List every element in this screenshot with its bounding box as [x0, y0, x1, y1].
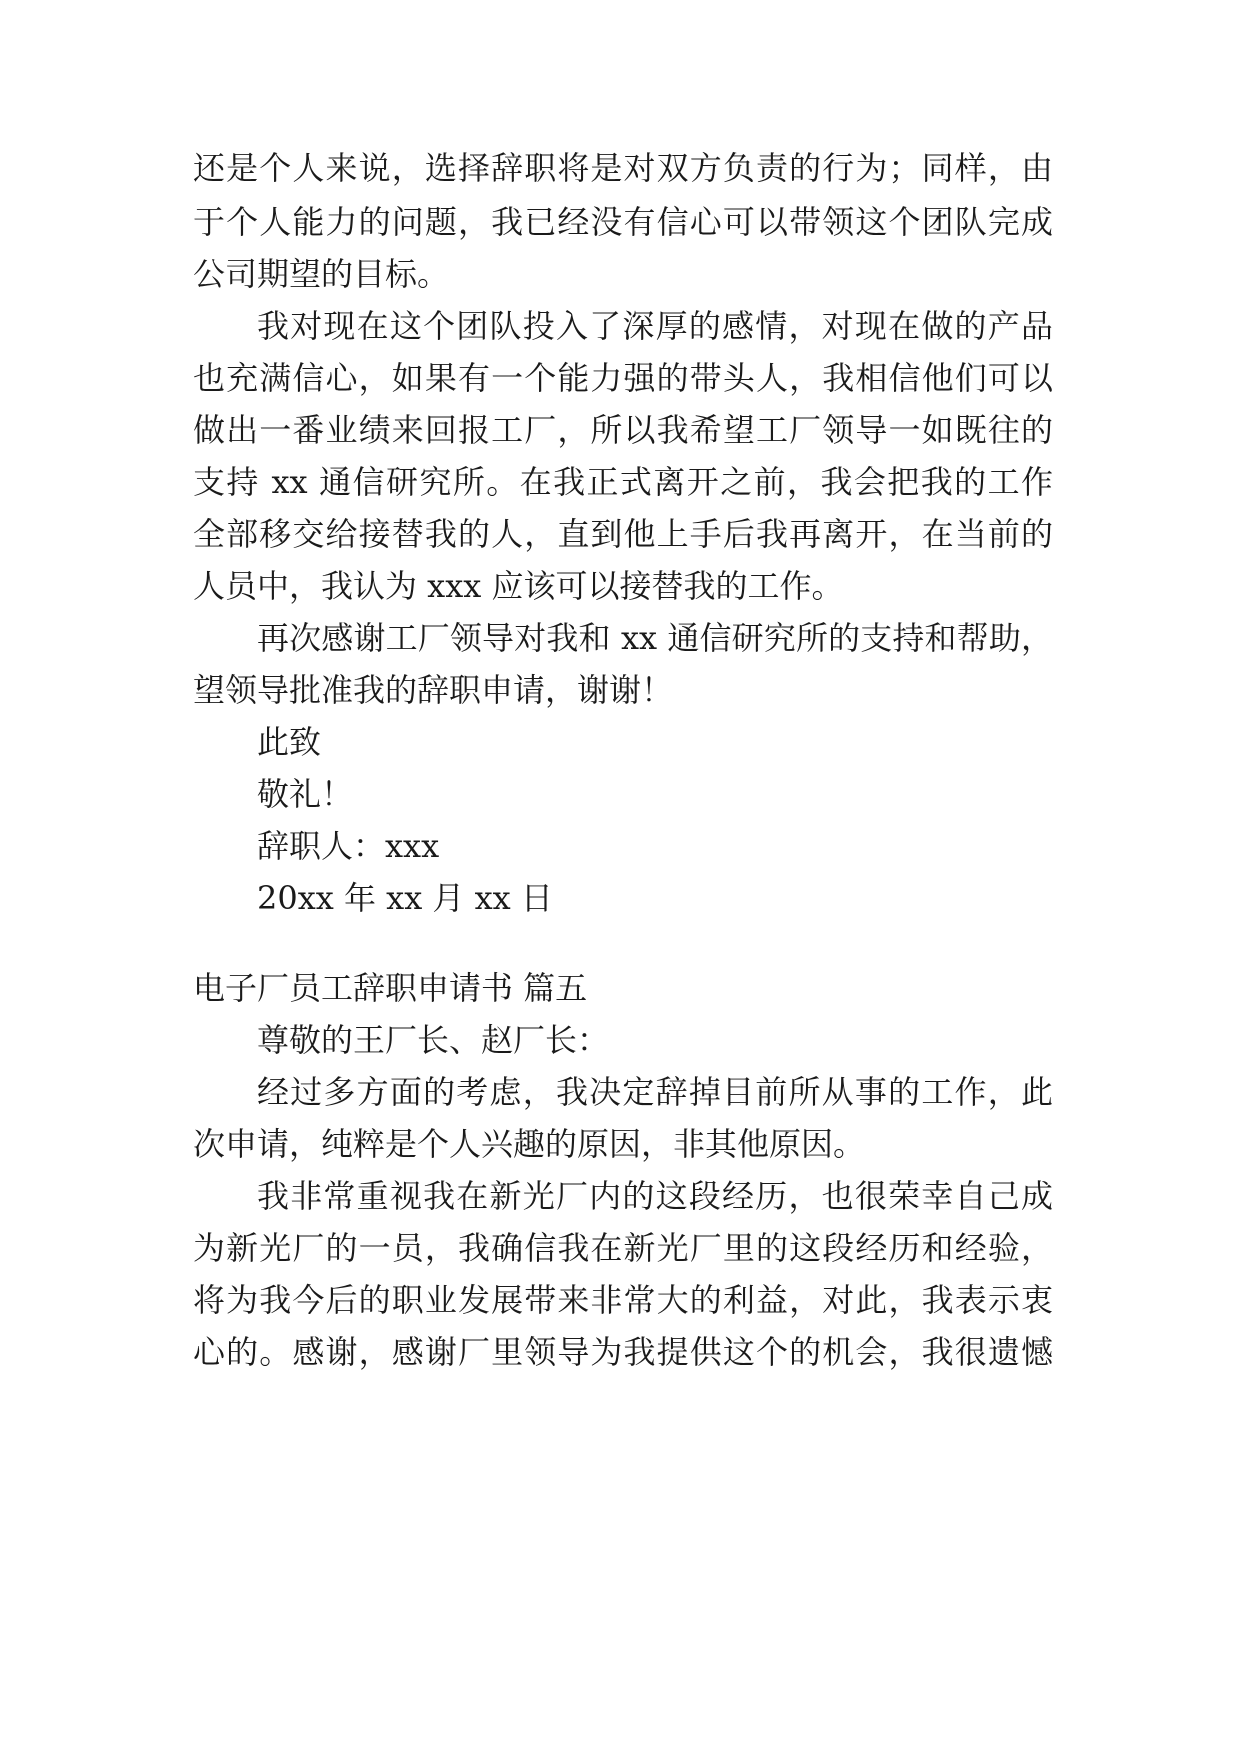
- paragraph-line: 我对现在这个团队投入了深厚的感情，对现在做的产品: [257, 307, 1053, 345]
- paragraph-line: 将为我今后的职业发展带来非常大的利益，对此，我表示衷: [193, 1281, 1053, 1319]
- paragraph-line: 支持 xx 通信研究所。在我正式离开之前，我会把我的工作: [193, 463, 1053, 501]
- signature-line: 辞职人：xxx: [257, 827, 440, 865]
- paragraph-line: 于个人能力的问题，我已经没有信心可以带领这个团队完成: [193, 203, 1053, 241]
- paragraph-line: 再次感谢工厂领导对我和 xx 通信研究所的支持和帮助，: [257, 619, 1053, 657]
- paragraph-line: 做出一番业绩来回报工厂，所以我希望工厂领导一如既往的: [193, 411, 1053, 449]
- closing-salutation: 敬礼！: [257, 775, 354, 813]
- paragraph-line: 还是个人来说，选择辞职将是对双方负责的行为；同样，由: [193, 149, 1053, 187]
- section-heading: 电子厂员工辞职申请书 篇五: [193, 969, 588, 1007]
- paragraph-line: 望领导批准我的辞职申请，谢谢！: [193, 671, 674, 709]
- greeting-line: 尊敬的王厂长、赵厂长：: [257, 1021, 610, 1059]
- paragraph-line: 经过多方面的考虑，我决定辞掉目前所从事的工作，此: [257, 1073, 1053, 1111]
- date-line: 20xx 年 xx 月 xx 日: [257, 879, 553, 917]
- paragraph-line: 全部移交给接替我的人，直到他上手后我再离开，在当前的: [193, 515, 1053, 553]
- closing-line: 此致: [257, 723, 322, 761]
- paragraph-line: 为新光厂的一员，我确信我在新光厂里的这段经历和经验，: [193, 1229, 1053, 1267]
- paragraph-line: 心的。感谢，感谢厂里领导为我提供这个的机会，我很遗憾: [193, 1333, 1053, 1371]
- paragraph-line: 人员中，我认为 xxx 应该可以接替我的工作。: [193, 567, 844, 605]
- paragraph-line: 我非常重视我在新光厂内的这段经历，也很荣幸自己成: [257, 1177, 1053, 1215]
- paragraph-line: 次申请，纯粹是个人兴趣的原因，非其他原因。: [193, 1125, 866, 1163]
- paragraph-line: 也充满信心，如果有一个能力强的带头人，我相信他们可以: [193, 359, 1053, 397]
- paragraph-line: 公司期望的目标。: [193, 255, 450, 293]
